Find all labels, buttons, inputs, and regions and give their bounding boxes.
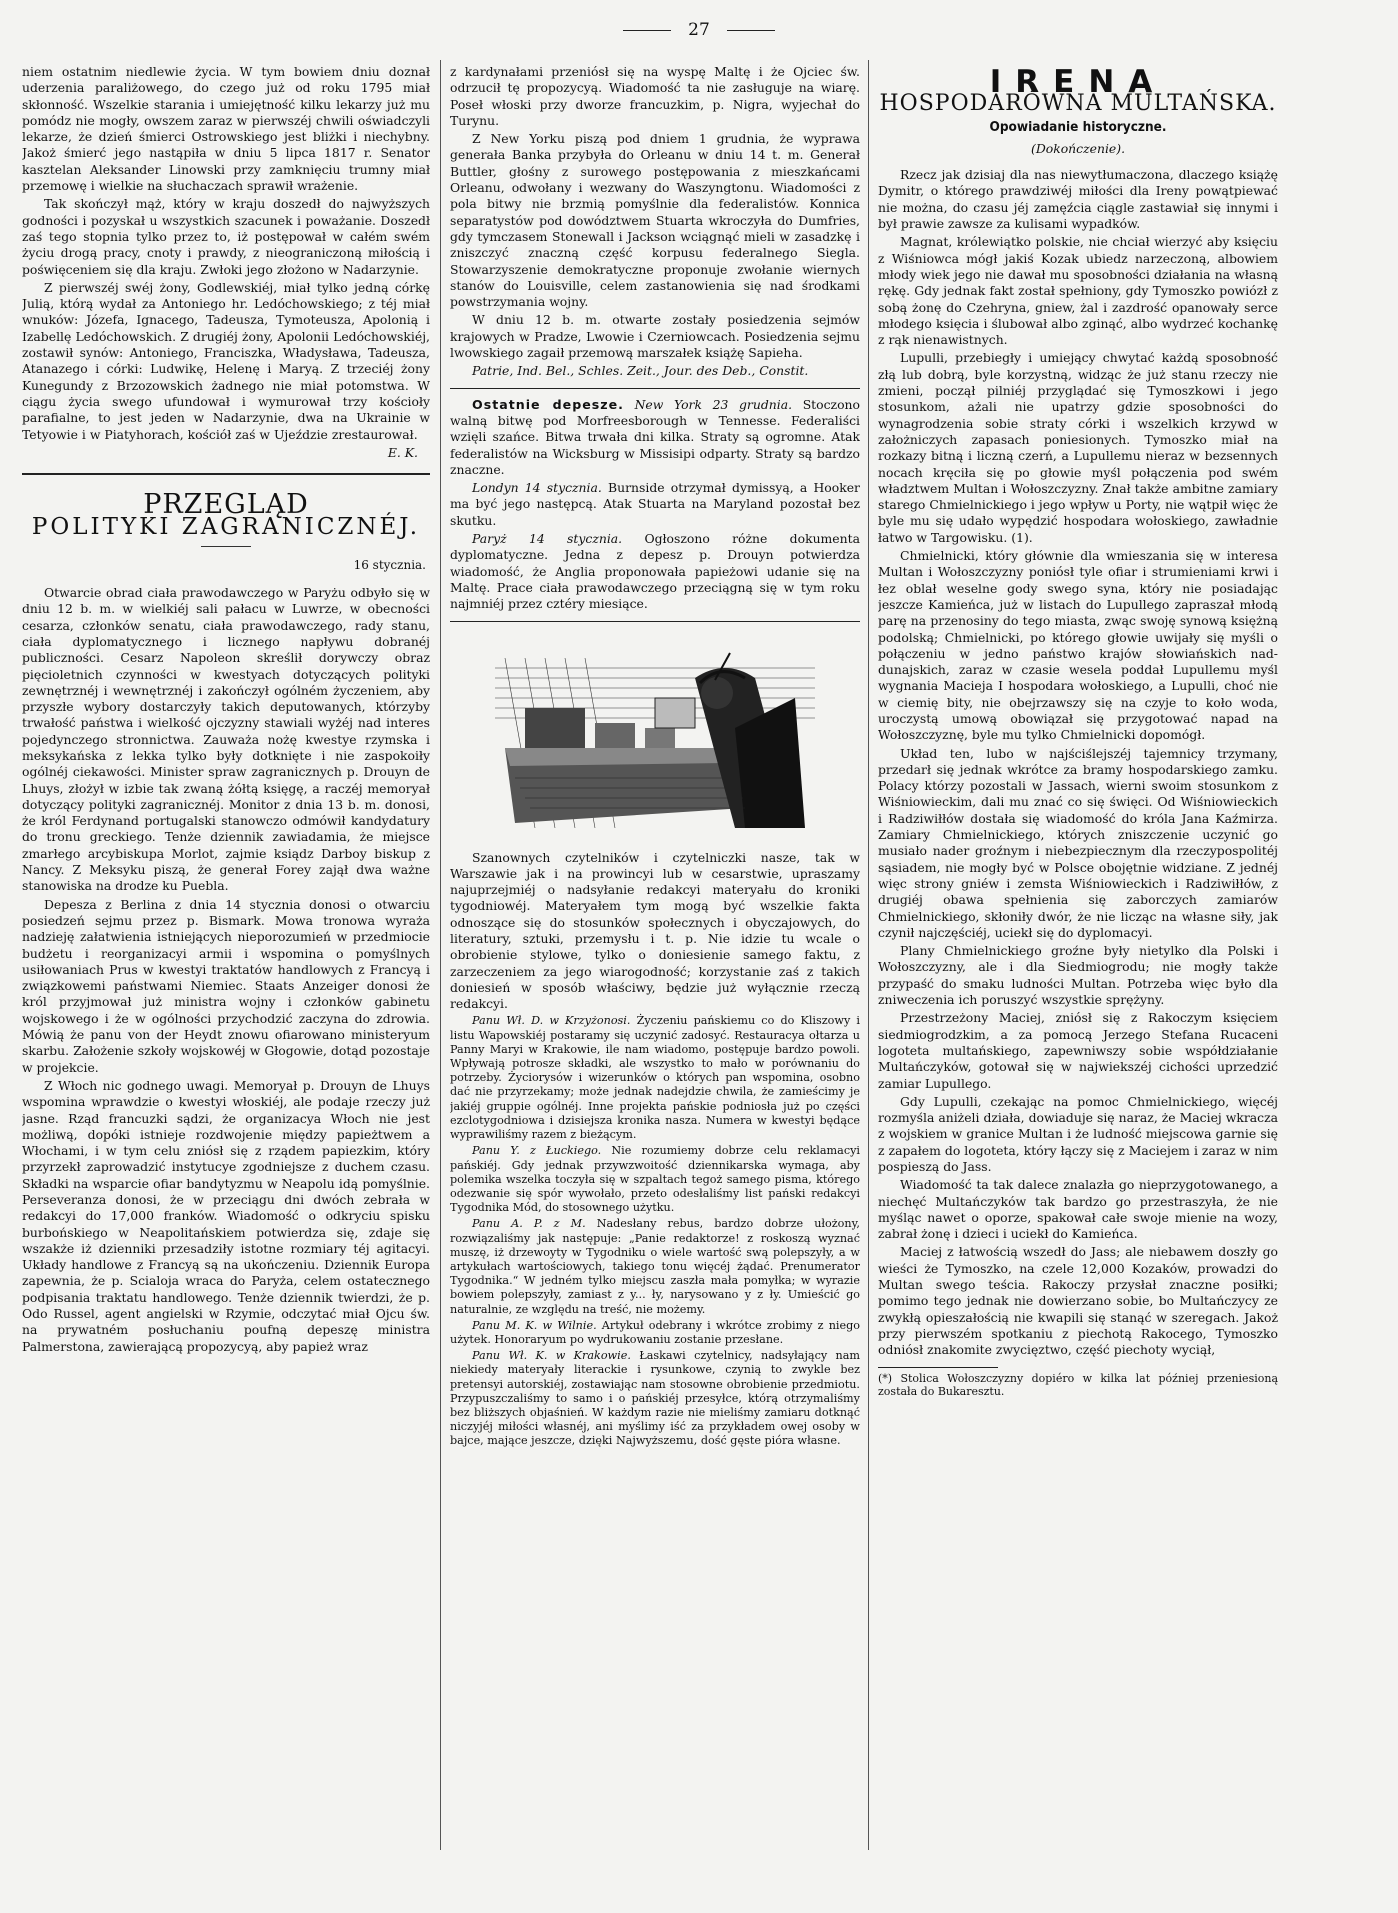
correspondence-recipient: Panu Y. z Łuckiego. [472, 1144, 602, 1158]
correspondence-text: Nadesłany rebus, bardzo dobrze ułożony, rozwiązaliśmy jak następuje: „Panie redaktorze! z roskoszą wyznać muszę, iż drzewoyty w Tygodniku o wiele wartość swą polepszyły, a w artykułach wartościowych, takiego tonu więcéj żądać. Prenumerator Tygodnika.“ W jedném tylko miejscu zaszła mała pomyłka; w wyrazie bowiem polepszyły, zamiast z y... ły, narysowano y z ły. Umieścić go naturalnie, ze względu na treść, nie możemy. [450, 1217, 860, 1316]
dispatch-dateline: Londyn 14 stycznia. [472, 480, 602, 496]
author-signature: E. K. [387, 444, 418, 460]
column-1 [22, 64, 430, 1884]
story-paragraph: Wiadomość ta tak dalece znalazła go nieprzygotowanego, a niechęć Multańczyków tak bardzo go przestraszyła, że nie myśląc nawet o oporze, spakował całe swoje mienie na wozy, zabrał żonę i dzieci i uciekł do Kamieńca. [878, 1177, 1278, 1242]
dispatches-lead: Ostatnie depesze. [472, 396, 624, 412]
article-paragraph: Depesza z Berlina z dnia 14 stycznia donosi o otwarciu posiedzeń sejmu przez p. Bismark. Mowa tronowa wyraża nadzieję załatwienia istniejących nieporozumień w przedmiocie budżetu i reorganizacyi armii i wspomina o pomyślnych usiłowaniach Prus w kwestyi traktatów handlowych z Francyą i związkowemi państwami Niemiec. Staats Anzeiger donosi że król przyjmował już ministra wojny i członków gabinetu wojskowego i że w ogólności przychodzić zaczyna do zdrowia. Mówią że panu von der Heydt znowu ofiarowano ministeryum skarbu. Założenie szkoły wojskowéj w Głogowie, dotąd pozostaje w projekcie. [22, 896, 430, 1075]
correspondence-recipient: Panu Wł. D. w Krzyżonosi. [472, 1014, 631, 1028]
article-paragraph: z kardynałami przeniósł się na wyspę Maltę i że Ojciec św. odrzucił tę propozycyą. Wiadomość ta nie zasługuje na wiarę. Poseł włoski przy dworze francuzkim, p. Nigra, wyjechał do Turynu. [450, 64, 860, 128]
correspondence-recipient: Panu M. K. w Wilnie. [472, 1318, 597, 1332]
page-number-dash-right [727, 30, 775, 31]
story-title-line2: HOSPODARÓWNA MULTAŃSKA. [879, 91, 1277, 117]
column-2 [450, 64, 860, 1884]
article-paragraph: Z New Yorku piszą pod dniem 1 grudnia, że wyprawa generała Banka przybyła do Orleanu w dniu 14 t. m. Generał Buttler, głośny z surowego postępowania z mieszkańcami Orleanu, odwołany i wezwany do Waszyngtonu. Wiadomości z pola bitwy nie brzmią pomyślnie dla federalistów. Konnica separatystów pod dowództwem Stuarta wkroczyła do Dumfries, gdy tymczasem Stonewall i Jackson wciągnąć mieli w zasadzkę i zniszczyć znaczną część korpusu federalnego Siegla. Stowarzyszenie demokratyczne proponuje zwołanie wiernych stanów do Louisville, celem zastanowienia się nad środkami powstrzymania wojny. [450, 131, 860, 310]
section-rule [450, 621, 860, 622]
correspondence-text: Łaskawi czytelnicy, nadsyłający nam niekiedy materyały literackie i rysunkowe, czynią to zwykle bez pretensyi autorskiéj, zostawiając nam stosowne obrobienie przedmiotu. Przypuszczaliśmy to samo i o pańskiéj przesyłce, którą otrzymaliśmy bez bliższych objaśnień. W każdym razie nie mieliśmy zamiaru dotknąć niczyjéj miłości własnéj, ani myślimy iść za przykładem owej osoby w bajce, mające jeszcze, dzięki Najwyższemu, dość gęste pióra własne. [450, 1349, 860, 1448]
story-paragraph: Gdy Lupulli, czekając na pomoc Chmielnickiego, więcéj rozmyśla aniżeli działa, dowiaduje się naraz, że Maciej wkracza z wojskiem w granice Multan i że ludność miejscowa garnie się z zapałem do logoteta, który łączy się z Maciejem i zaraz w nim pospieszą do Jass. [878, 1093, 1278, 1174]
section-date: 16 stycznia. [353, 557, 426, 572]
heading-underline [201, 546, 251, 547]
story-paragraph: Rzecz jak dzisiaj dla nas niewytłumaczona, dlaczego książę Dymitr, o którego prawdziwéj miłości dla Ireny powątpiewać nie można, do czasu jéj zamęźcia ciągle zastawiał się innymi i był prawie zawsze za kulisami wypadków. [878, 167, 1278, 232]
section-rule [22, 473, 430, 475]
story-paragraph: Przestrzeżony Maciej, zniósł się z Rakoczym księciem siedmiogrodzkim, a za pomocą Jerzego Stefana Rucaceni logoteta multańskiego, zapewniwszy sobie współdziałanie Multańczyków, gotował się w najwiekszéj cichości uprzedzić zamiar Lupullego. [878, 1010, 1278, 1091]
column-divider-1 [440, 60, 441, 1850]
section-heading-line1: PRZEGLĄD [143, 489, 309, 521]
page-number-dash-left [623, 30, 671, 31]
story-subtitle: Opowiadanie historyczne. [989, 118, 1167, 135]
story-paragraph: Plany Chmielnickiego groźne były nietylko dla Polski i Wołoszczyzny, ale i dla Siedmiogrodu; nie mogły także przypaść do smaku ludności Multan. Potrzeba więc było dla zniweczenia ich poruszyć wszystkie sprężyny. [878, 943, 1278, 1008]
obituary-paragraph: Tak skończył mąż, który w kraju doszedł do najwyższych godności i pozyskał u wszystkich szacunek i poważanie. Doszedł zaś tego stopnia tylko przez to, iż postępował w całém swém życiu drogą pracy, cnoty i prawdy, z nieograniczoną miłością i poświęceniem się dla kraju. Zwłoki jego złożono w Nadarzynie. [22, 196, 430, 277]
article-paragraph: Otwarcie obrad ciała prawodawczego w Paryżu odbyło się w dniu 12 b. m. w wielkiéj sali pałacu w Luwrze, w obecności cesarza, członków senatu, ciała prawodawczego, rady stanu, ciała dyplomatycznego i licznego napływu dobranéj publiczności. Cesarz Napoleon skreślił dorywczy obraz pięcioletnich czynności w kwestyach dotyczących polityki zewnętrznéj i wewnętrznéj i zakończył ogólném życzeniem, aby przyszłe wybory dostarczyły takich deputowanych, którzyby trwałość państwa i wielkość ojczyzny stawiali wyżéj nad interes pojedynczego stronnictwa. Zauważa nożę kwestye rzymska i meksykańska z lekka tylko były dotknięte i nie zaspokoiły ogólnéj ciekawości. Minister spraw zagranicznych p. Drouyn de Lhuys, złożył w izbie tak zwaną żółtą księgę, a raczéj memoryał dotyczący polityki zagranicznéj. Monitor z dnia 13 b. m. donosi, że król Ferdynand portugalski stanowczo odmówił kandydatury do tronu greckiego. Tenże dziennik zawiadamia, że miejsce zmarłego arcybiskupa Morlot, zajmie ksiądz Darboy biskup z Nancy. Z Meksyku piszą, że generał Forey zajął dwa ważne stanowiska na drodze ku Puebla. [22, 585, 430, 894]
section-heading-line2: POLITYKI ZAGRANICZNÉJ. [31, 514, 421, 541]
dispatch-text: Ogłoszono różne dokumenta dyplomatyczne. Jedna z depesz p. Drouyn potwierdza wiadomość, że Anglia proponowała papieżowi udanie się na Maltę. Prace ciała prawodawczego przeciągną się w tym roku najmniéj przez cztéry miesiące. [450, 531, 860, 612]
notice-to-readers: Szanownych czytelników i czytelniczki nasze, tak w Warszawie jak i na prowincyi lub w cesarstwie, upraszamy najuprzejmiéj o nadsyłanie redakcyi materyału do kroniki tygodniowéj. Materyałem tym mogą być wszelkie fakta odnoszące się do stosunków społecznych i obyczajowych, do literatury, sztuki, przemysłu i t. p. Nie idzie tu wcale o obrobienie stylowe, tylko o doniesienie samego faktu, z zarzeczeniem za jego wiarogodność; korzystanie zaś z takich doniesień w sposób właściwy, będzie już wyłącznie rzeczą redakcyi. [450, 849, 860, 1012]
dispatch-text: Stoczono walną bitwę pod Morfreesborough w Tennesse. Federaliści wzięli szańce. Bitwa trwała dni kilka. Straty są ogromne. Atak federalistów na Wicksburg w Missisipi odparty. Straty są bardzo znaczne. [450, 396, 860, 477]
column-3 [878, 64, 1278, 1884]
footnote: (*) Stolica Wołoszczyzny dopiéro w kilka lat później przeniesioną została do Bukaresztu. [878, 1371, 1278, 1399]
story-paragraph: Chmielnicki, który głównie dla wmieszania się w interesa Multan i Wołoszczyzny poniósł tyle ofiar i strumieniami krwi i łez oblał weselne gody swego syna, który nie posiadając jeszcze Kamieńca, już w listach do Lupullego zapraszał młodą parę na przenosiny do tego miasta, zwąc swoję synową księżną podolską; Chmielnicki, po którego głowie uwijały się myśli o połączeniu w jedno państwo krajów słowiańskich nad-dunajskich, zaraz w czasie wesela poddał Lupullemu myśl wygnania Macieja I hospodara wołoskiego, a Lupulli, choć nie w ciemię bity, nie obejrzawszy się na czyje to koło woda, uroczystą umową obowiązał się przygotować napad na Wołoszczyznę, byle mu tylko Chmielnicki dopomógł. [878, 548, 1278, 743]
correspondence-text: Nie rozumiemy dobrze celu reklamacyi pańskiéj. Gdy jednak przywzwoitość dziennikarska wymaga, aby polemika wszelka toczyła się w szpaltach tegoż samego pisma, którego odezwanie się spór wywołało, przeto odesłaliśmy list pański redakcyi Tygodnika Mód, do stosownego użytku. [450, 1144, 860, 1215]
page-number-line [0, 20, 1398, 40]
dispatch-text: Burnside otrzymał dymissyą, a Hooker ma być jego następcą. Atak Stuarta na Maryland pozostał bez skutku. [450, 480, 860, 528]
story-paragraph: Lupulli, przebiegły i umiejący chwytać każdą sposobność złą lub dobrą, byle korzystną, widząc że już stanu rzeczy nie zmieni, począł pilniéj przyglądać się Tymoszkowi i jego stosunkom, ażali nie upatrzy gdzie sposobności do wynagrodzenia sobie straty córki i wszelkich krzywd w założniczych zapasach poniesionych. Tymoszko miał na rozkazy bitną i liczną czerń, a Lupullemu nieraz w bezsennych nocach kręciła się po głowie myśl połączenia pod swém władztwem Multan i Wołoszczyzny. Znał także ambitne zamiary starego Chmielnickiego i jego wpływ u Porty, nie wątpił więc że byle mu się udało wypędzić hospodara wołoskiego, zawładnie łatwo w Targowisku. (1). [878, 350, 1278, 545]
story-paragraph: Magnat, królewiątko polskie, nie chciał wierzyć aby księciu z Wiśniowca mógł jakiś Kozak ubiedz narzeczoną, albowiem młody wiek jego nie dawał mu sposobności działania na własną rękę. Gdy jednak fakt został spełniony, gdy Tymoszko powiózł z sobą żonę do Czehryna, gniew, żal i zazdrość opanowały serce młodego księcia i ślubował albo zginąć, albo wydrzeć kochankę z rąk nienawistnych. [878, 234, 1278, 348]
correspondence-recipient: Panu Wł. K. w Krakowie. [472, 1349, 631, 1363]
story-paragraph: Układ ten, lubo w najściślejszéj tajemnicy trzymany, przedarł się jednak wkrótce za bramy hospodarskiego zamku. Polacy którzy pozostali w Jassach, wierni swoim stosunkom z Wiśniowieckim, dali mu znać co się święci. Od Wiśniowieckich i Radziwiłłów dostała się wiadomość do króla Jana Kaźmirza. Zamiary Chmielnickiego, których zniszczenie uczynić go musiało nader groźnym i niebezpiecznym dla rzeczypospolitéj sąsiadem, nie mogły być w Polsce obojętnie widziane. Z jednéj więc strony gniéw i zemsta Wiśniowieckich i Radziwiłłów, z drugiéj obawa spełnienia się zaborczych zamiarów Chmielnickiego, skłoniły dwór, że nie licząc na własne siły, jak czynił najczęściéj, uciekł się do dyplomacyi. [878, 745, 1278, 940]
section-rule [450, 388, 860, 389]
story-continuation-note: (Dokończenie). [1030, 140, 1126, 156]
obituary-paragraph: niem ostatnim niedlewie życia. W tym bowiem dniu doznał uderzenia paraliżowego, do czego już od roku 1795 miał skłonność. Wszelkie starania i umiejętność kilku lekarzy już mu pomódz nie mogły, owszem zaraz w pierwszéj chwili oświadczyli lekarze, że dzień śmierci Ostrowskiego jest bliżki i niechybny. Jakoż śmierć jego nastąpiła w dniu 5 lipca 1817 r. Senator kasztelan Aleksander Linowski przy zamknięciu trumny miał przemowę i wielkie na słuchaczach sprawił wrażenie. [22, 64, 430, 194]
footnote-rule [878, 1367, 998, 1368]
story-title: IRENA [989, 64, 1167, 100]
dispatch-dateline: New York 23 grudnia. [634, 396, 793, 412]
page-number: 27 [688, 20, 710, 40]
obituary-paragraph: Z pierwszéj swéj żony, Godlewskiéj, miał tylko jedną córkę Julią, którą wydał za Antoniego hr. Ledóchowskiego; z téj miał wnuków: Józefa, Ignacego, Tadeusza, Tymoteusza, Apolonią i Izabellę Ledóchowskich. Z drugiéj żony, Apolonii Ledóchowskiéj, zostawił synów: Antoniego, Franciszka, Władysława, Tadeusza, Atanazego i córki: Ludwikę, Helenę i Maryą. Z trzeciéj żony Kunegundy z Brzozowskich żadnego nie miał potomstwa. W ciągu życia swego ufundował i wymurował trzy kościoły parafialne, to jest jeden w Nadarzynie, dwa na Ukrainie w Tetyowie i w Piatyhorach, kościół zaś w Ujeździe zrestaurował. [22, 279, 430, 442]
article-paragraph: W dniu 12 b. m. otwarte zostały posiedzenia sejmów krajowych w Pradze, Lwowie i Czerniowcach. Posiedzenia sejmu lwowskiego zagaił przemową marszałek książę Sapieha. [450, 312, 860, 361]
sources-line: Patrie, Ind. Bel., Schles. Zeit., Jour. des Deb., Constit. [472, 363, 809, 379]
correspondence-recipient: Panu A. P. z M. [472, 1217, 586, 1231]
engraving-man-reading-at-desk [495, 638, 815, 838]
correspondence-text: Artykuł odebrany i wkrótce zrobimy z niego użytek. Honoraryum po wydrukowaniu zostanie przesłane. [450, 1318, 860, 1346]
dispatch-dateline: Paryż 14 stycznia. [472, 531, 623, 547]
story-paragraph: Maciej z łatwością wszedł do Jass; ale niebawem doszły go wieści że Tymoszko, na czele 12,000 Kozaków, prowadzi do Multan swego teścia. Rakoczy przysłał znaczne posiłki; pomimo tego jednak nie dowierzano sobie, bo Multańczycy ze zwykłą opieszałością nie kwapili się stanąć w szeregach. Jakoż przy pierwszém spotkaniu z piechotą Rakocego, Tymoszko odniósł znakomite zwycięztwo, część piechoty wyciął, [878, 1244, 1278, 1358]
column-divider-2 [868, 60, 869, 1850]
correspondence-text: Życzeniu pańskiemu co do Kliszowy i listu Wapowskiéj postaramy się uczynić zadosyć. Restauracya ołtarza u Panny Maryi w Krakowie, ile nam wiadomo, postępuje bardzo powoli. Wpływają potrosze składki, ale wszystko to mało w porównaniu do potrzeby. Życiorysów i wizerunków o których pan wspomina, osobno dać nie przyrzekamy; może jednak nadejdzie chwila, że zamieścimy je jakiéj gruppie ogólnéj. Inne projekta pańskie podniosła już po części ezclotygodniowa i dzisiejsza kronika nasza. Numera w kwestyi będące wyprawiliśmy razem z bieżącym. [450, 1014, 860, 1142]
article-paragraph: Z Włoch nic godnego uwagi. Memoryał p. Drouyn de Lhuys wspomina wprawdzie o kwestyi włoskiéj, ale podaje rzeczy już jasne. Rząd francuzki sądzi, że organizacya Włoch nie jest możliwą, dopóki istnieje rozdwojenie między papieżtwem a Włochami, i w tym celu zniósł się z rządem papiezkim, który przyrzekł zaprowadzić instytucye zgodniejsze z duchem czasu. Składki na wsparcie ofiar bandytyzmu w Neapolu idą pomyślnie. Perseveranza donosi, że w przeciągu dni dwóch zebrała w redakcyi do 17,000 franków. Wiadomość o odkryciu spisku burbońskiego w Neapolitańskiem potwierdza się, zdaje się wszakże iż dzienniki przesadziły istotne rozmiary téj agitacyi. Układy handlowe z Francyą są na ukończeniu. Dziennik Europa zapewnia, że p. Scialoja wraca do Paryża, celem ostatecznego podpisania traktatu handlowego. Tenże dziennik twierdzi, że p. Odo Russel, agent angielski w Rzymie, odczytać miał Ojcu św. na prywatném posłuchaniu poufną depeszę ministra Palmerstona, zawierającą propozycyą, aby papież wraz [22, 1077, 430, 1354]
